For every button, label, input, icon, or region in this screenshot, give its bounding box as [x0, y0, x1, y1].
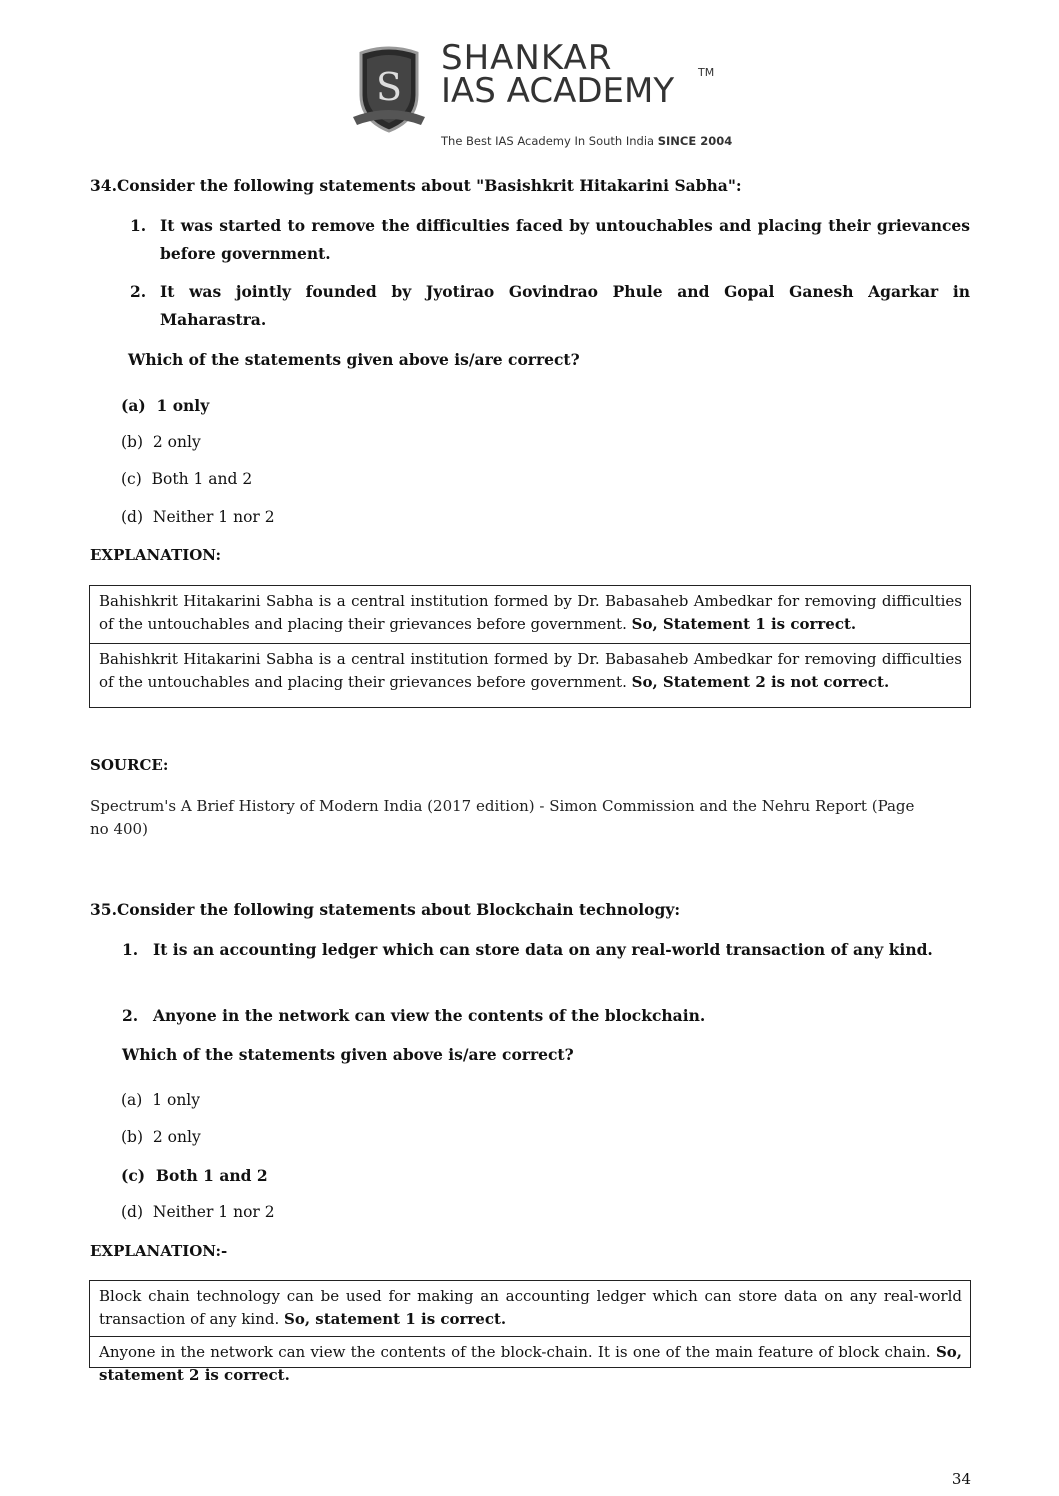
brand-name-line1: SHANKAR: [441, 38, 613, 78]
option-text: 1 only: [152, 1091, 201, 1109]
statement-text: It is an accounting ledger which can store data on any real-world transaction of any kind.: [153, 940, 933, 959]
option-key: (c): [121, 470, 142, 488]
tagline-text: The Best IAS Academy In South India: [441, 134, 658, 148]
option-b: [121, 433, 201, 451]
tagline: [441, 134, 732, 148]
option-key: (a): [121, 1091, 143, 1109]
option-c: [121, 1166, 268, 1185]
option-text: Both 1 and 2: [151, 470, 253, 488]
option-text: Both 1 and 2: [155, 1166, 268, 1185]
explanation-text: Anyone in the network can view the contents of the block-chain. It is one of the main feature of block chain.: [99, 1343, 936, 1361]
explanation-verdict: So, statement 2 is correct.: [99, 1343, 962, 1384]
statement-1: [122, 936, 942, 964]
explanation-verdict: So, statement 1 is correct.: [284, 1309, 507, 1328]
option-text: 2 only: [152, 433, 201, 451]
option-d: [121, 508, 275, 526]
option-key: (d): [121, 1203, 144, 1221]
option-a: [121, 396, 209, 415]
option-text: Neither 1 nor 2: [152, 1203, 275, 1221]
statement-2: [122, 1002, 942, 1030]
explanation-box: [89, 1280, 971, 1384]
statement-number: 1.: [122, 940, 139, 959]
explanation-verdict: So, Statement 1 is correct.: [631, 614, 857, 633]
explanation-cell: [90, 586, 970, 643]
statement-text: It was started to remove the difficulties faced by untouchables and placing their grievances before government.: [160, 216, 970, 263]
question-number: 34.: [90, 176, 117, 195]
explanation-cell: [90, 1281, 970, 1336]
option-text: Neither 1 nor 2: [152, 508, 275, 526]
option-text: 2 only: [152, 1128, 201, 1146]
statement-text: It was jointly founded by Jyotirao Govindrao Phule and Gopal Ganesh Agarkar in Maharastra.: [160, 282, 970, 329]
statement-number: 1.: [130, 216, 147, 235]
explanation-verdict: So, Statement 2 is not correct.: [631, 672, 890, 691]
option-key: (b): [121, 433, 144, 451]
question-prompt: Which of the statements given above is/are correct?: [128, 350, 580, 369]
academy-logo: [343, 40, 733, 150]
explanation-text: Bahishkrit Hitakarini Sabha is a central institution formed by Dr. Babasaheb Ambedkar for removing difficulties of the untouchables and placing their grievances before government.: [99, 592, 962, 633]
statement-2: [130, 278, 970, 334]
question-35-title: [90, 900, 680, 919]
option-text: 1 only: [156, 396, 210, 415]
question-number: 35.: [90, 900, 117, 919]
statement-number: 2.: [130, 282, 147, 301]
statement-number: 2.: [122, 1006, 139, 1025]
page-number: 34: [951, 1470, 971, 1488]
svg-text:S: S: [375, 65, 403, 109]
option-key: (b): [121, 1128, 144, 1146]
option-b: [121, 1128, 201, 1146]
explanation-text: Bahishkrit Hitakarini Sabha is a central institution formed by Dr. Babasaheb Ambedkar for removing difficulties of the untouchables and placing their grievances before government.: [99, 650, 962, 691]
explanation-text: Block chain technology can be used for making an accounting ledger which can store data on any real-world transaction of any kind.: [99, 1287, 962, 1328]
statement-1: [130, 212, 970, 268]
explanation-heading: EXPLANATION:-: [90, 1242, 228, 1260]
option-d: [121, 1203, 275, 1221]
option-c: [121, 470, 252, 488]
source-text: Spectrum's A Brief History of Modern India (2017 edition) - Simon Commission and the Nehru Report (Page no 400): [90, 797, 915, 838]
statement-text: Anyone in the network can view the contents of the blockchain.: [153, 1006, 706, 1025]
question-text: Consider the following statements about "Basishkrit Hitakarini Sabha":: [116, 176, 742, 195]
trademark: TM: [698, 66, 715, 79]
explanation-box: [89, 585, 971, 708]
option-key: (d): [121, 508, 144, 526]
question-prompt: Which of the statements given above is/are correct?: [122, 1045, 574, 1064]
emblem-icon: [353, 45, 425, 135]
question-text: Consider the following statements about Blockchain technology:: [116, 900, 681, 919]
explanation-cell: [90, 643, 970, 707]
explanation-heading: EXPLANATION:: [90, 546, 222, 564]
tagline-since: SINCE 2004: [657, 134, 733, 148]
option-a: [121, 1091, 200, 1109]
question-34-title: [90, 176, 742, 195]
option-key: (c): [121, 1166, 146, 1185]
explanation-cell: [90, 1336, 970, 1394]
source-heading: SOURCE:: [90, 756, 169, 774]
brand-name-line2: IAS ACADEMY: [441, 71, 675, 111]
option-key: (a): [121, 396, 146, 415]
